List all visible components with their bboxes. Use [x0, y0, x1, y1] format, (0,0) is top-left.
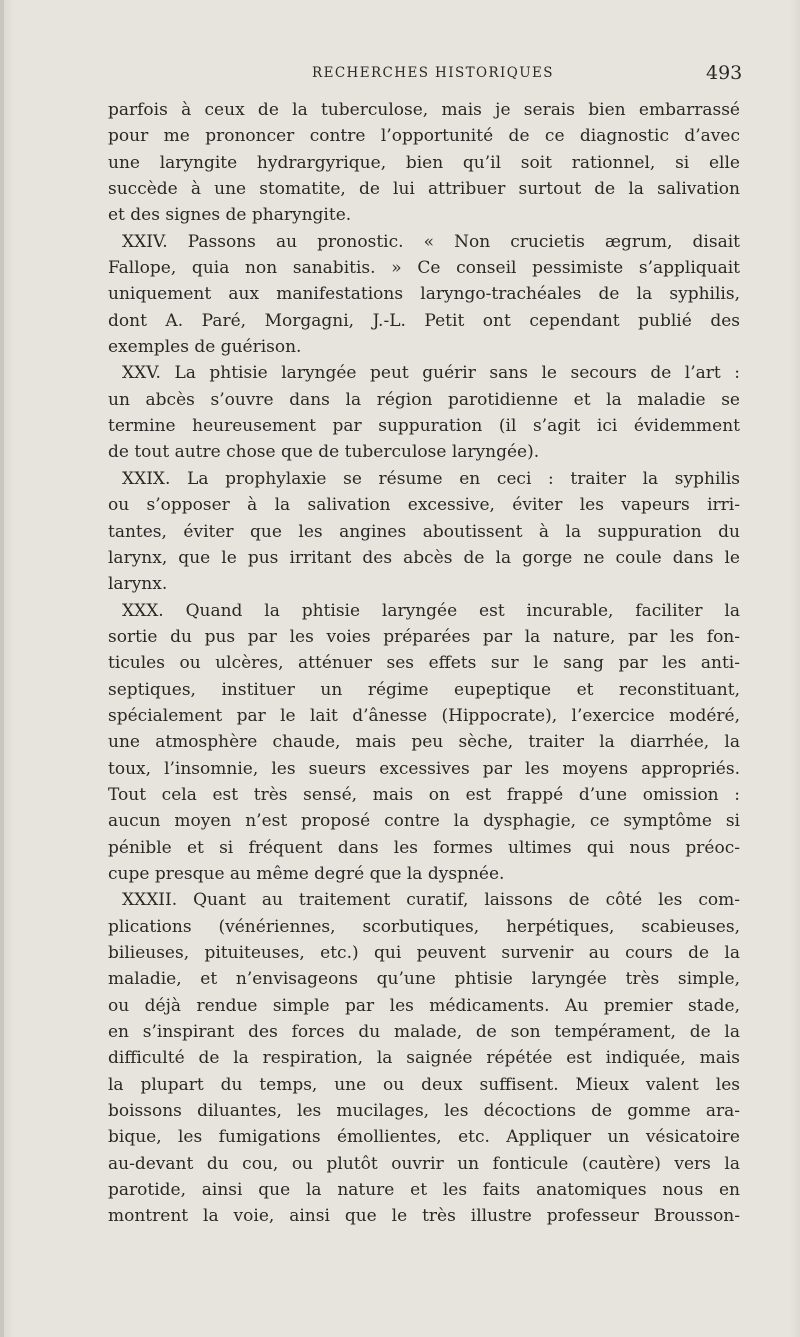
text-line: un abcès s’ouvre dans la région parotidienne et la maladie se: [108, 389, 740, 410]
paragraph-start-line: XXIX. La prophylaxie se résume en ceci : traiter la syphilis: [122, 468, 740, 489]
text-line: larynx.: [108, 574, 168, 595]
text-line: plications (vénériennes, scorbutiques, herpétiques, scabieuses,: [108, 916, 740, 937]
text-line: bilieuses, pituiteuses, etc.) qui peuvent survenir au cours de la: [108, 943, 740, 963]
body-text: [108, 97, 740, 1230]
text-line: une atmosphère chaude, mais peu sèche, traiter la diarrhée, la: [108, 732, 740, 753]
text-line: dont A. Paré, Morgagni, J.-L. Petit ont cependant publié des: [108, 310, 740, 331]
text-line: pour me prononcer contre l’opportunité de ce diagnostic d’avec: [108, 126, 740, 147]
text-line: difficulté de la respiration, la saignée répétée est indiquée, mais: [108, 1048, 740, 1069]
text-line: de tout autre chose que de tuberculose laryngée).: [108, 442, 540, 463]
text-line: Tout cela est très sensé, mais on est frappé d’une omission :: [108, 784, 740, 805]
text-line: et des signes de pharyngite.: [108, 205, 352, 226]
text-line: ticules ou ulcères, atténuer ses effets sur le sang par les anti-: [108, 653, 740, 674]
text-line: parotide, ainsi que la nature et les faits anatomiques nous en: [108, 1180, 740, 1201]
text-line: Fallope, quia non sanabitis. » Ce conseil pessimiste s’appliquait: [108, 258, 740, 279]
text-line: la plupart du temps, une ou deux suffisent. Mieux valent les: [108, 1074, 740, 1095]
text-line: uniquement aux manifestations laryngo-trachéales de la syphilis,: [108, 284, 740, 305]
text-line: maladie, et n’envisageons qu’une phtisie laryngée très simple,: [108, 969, 740, 990]
paragraph-start-line: XXX. Quand la phtisie laryngée est incurable, faciliter la: [122, 600, 740, 621]
text-line: succède à une stomatite, de lui attribuer surtout de la salivation: [108, 179, 740, 200]
paragraph-start-line: XXIV. Passons au pronostic. « Non crucietis ægrum, disait: [122, 231, 740, 252]
text-line: pénible et si fréquent dans les formes ultimes qui nous préoc-: [108, 837, 740, 858]
text-line: au-devant du cou, ou plutôt ouvrir un fonticule (cautère) vers la: [108, 1153, 740, 1174]
text-line: cupe presque au même degré que la dyspnée.: [108, 863, 505, 884]
text-line: parfois à ceux de la tuberculose, mais je serais bien embarrassé: [108, 100, 740, 120]
text-line: montrent la voie, ainsi que le très illustre professeur Brousson-: [108, 1206, 740, 1227]
page-binding-edge: [0, 0, 4, 1337]
text-line: aucun moyen n’est proposé contre la dysphagie, ce symptôme si: [108, 811, 740, 832]
text-line: ou s’opposer à la salivation excessive, éviter les vapeurs irri-: [108, 495, 740, 516]
paragraph-start-line: XXXII. Quant au traitement curatif, laissons de côté les com-: [122, 890, 740, 911]
text-line: larynx, que le pus irritant des abcès de la gorge ne coule dans le: [108, 547, 740, 568]
text-line: en s’inspirant des forces du malade, de son tempérament, de la: [108, 1022, 740, 1043]
text-line: septiques, instituer un régime eupeptique et reconstituant,: [108, 679, 740, 700]
running-title: RECHERCHES HISTORIQUES: [312, 65, 554, 81]
paragraph-start-line: XXV. La phtisie laryngée peut guérir sans le secours de l’art :: [122, 363, 740, 384]
page-number: 493: [706, 62, 743, 84]
text-line: toux, l’insomnie, les sueurs excessives par les moyens appropriés.: [108, 758, 740, 779]
text-line: une laryngite hydrargyrique, bien qu’il soit rationnel, si elle: [108, 152, 740, 173]
text-line: exemples de guérison.: [108, 337, 302, 358]
text-line: ou déjà rendue simple par les médicaments. Au premier stade,: [108, 995, 740, 1016]
text-line: sortie du pus par les voies préparées par la nature, par les fon-: [108, 626, 740, 647]
text-line: bique, les fumigations émollientes, etc. Appliquer un vésicatoire: [108, 1127, 740, 1148]
text-line: termine heureusement par suppuration (il s’agit ici évidemment: [108, 416, 740, 437]
text-line: spécialement par le lait d’ânesse (Hippocrate), l’exercice modéré,: [108, 705, 740, 726]
text-line: tantes, éviter que les angines aboutissent à la suppuration du: [108, 521, 740, 542]
running-header: [0, 62, 800, 86]
text-line: boissons diluantes, les mucilages, les décoctions de gomme ara-: [108, 1101, 740, 1122]
